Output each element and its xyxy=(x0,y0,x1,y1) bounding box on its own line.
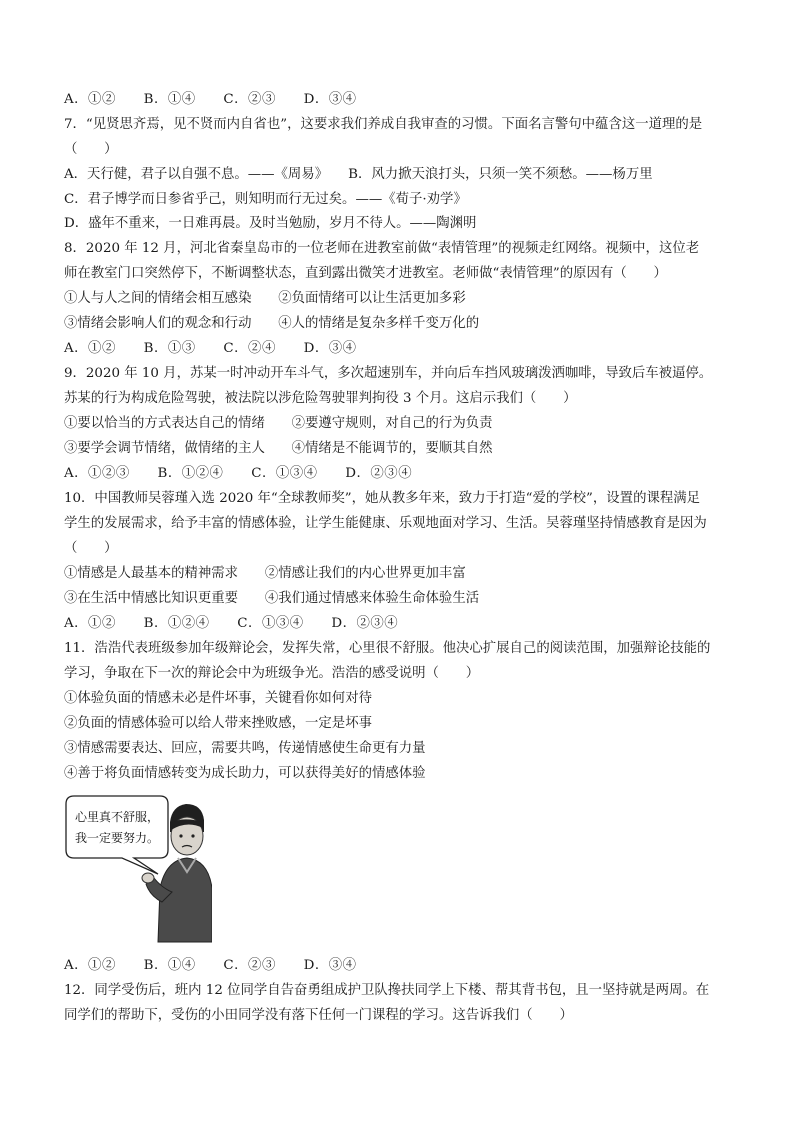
q11-statement-2: ②负面的情感体验可以给人带来挫败感，一定是坏事 xyxy=(64,716,372,731)
q9-statements-34: ③要学会调节情绪，做情绪的主人 ④情绪是不能调节的，要顺其自然 xyxy=(64,441,493,456)
q11-statement-1: ①体验负面的情感未必是件坏事，关键看你如何对待 xyxy=(64,691,372,706)
q9-stem-line1: 9．2020 年 10 月，苏某一时冲动开车斗气，多次超速别车，并向后车挡风玻璃泼洒咖啡，导致后车被逼停。 xyxy=(64,366,713,381)
speech-text-line1: 心里真不舒服， xyxy=(75,810,160,824)
q9-options: A．①②③ B．①②④ C．①③④ D．②③④ xyxy=(64,466,413,481)
q9-statements-12: ①要以恰当的方式表达自己的情绪 ②要遵守规则，对自己的行为负责 xyxy=(64,416,493,431)
q10-stem-line2: 学生的发展需求，给予丰富的情感体验，让学生能健康、乐观地面对学习、生活。吴蓉瑾坚持情感教育是因为 xyxy=(64,516,707,531)
q11-illustration xyxy=(62,792,212,944)
q10-stem-line1: 10．中国教师吴蓉瑾入选 2020 年“全球教师奖”，她从教多年来，致力于打造“爱的学校”，设置的课程满足 xyxy=(64,491,701,506)
q11-statement-4: ④善于将负面情感转变为成长助力，可以获得美好的情感体验 xyxy=(64,766,426,781)
q8-options: A．①② B．①③ C．②④ D．③④ xyxy=(64,341,357,356)
q11-options: A．①② B．①④ C．②③ D．③④ xyxy=(64,958,357,973)
q10-statements-34: ③在生活中情感比知识更重要 ④我们通过情感来体验生命体验生活 xyxy=(64,591,480,606)
q10-stem-line3: （ ） xyxy=(64,541,118,556)
q7-option-c: C．君子博学而日参省乎己，则知明而行无过矣。——《荀子·劝学》 xyxy=(64,192,467,207)
speech-text-line2: 我一定要努力。 xyxy=(75,831,160,845)
q8-stem-line2: 师在教室门口突然停下，不断调整状态，直到露出微笑才进教室。老师做“表情管理”的原因有（ ） xyxy=(64,266,667,281)
q8-statements-12: ①人与人之间的情绪会相互感染 ②负面情绪可以让生活更加多彩 xyxy=(64,291,466,306)
q7-stem-line2: （ ） xyxy=(64,142,118,157)
q10-options: A．①② B．①②④ C．①③④ D．②③④ xyxy=(64,616,399,631)
q12-stem-line1: 12．同学受伤后，班内 12 位同学自告奋勇组成护卫队搀扶同学上下楼、帮其背书包，且一坚持就是两周。在 xyxy=(64,983,710,998)
q8-stem-line1: 8．2020 年 12 月，河北省秦皇岛市的一位老师在进教室前做“表情管理”的视频走红网络。视频中，这位老 xyxy=(64,241,700,256)
q10-statements-12: ①情感是人最基本的精神需求 ②情感让我们的内心世界更加丰富 xyxy=(64,566,466,581)
q9-stem-line2: 苏某的行为构成危险驾驶，被法院以涉危险驾驶罪判拘役 3 个月。这启示我们（ ） xyxy=(64,391,577,406)
q8-statements-34: ③情绪会影响人们的观念和行动 ④人的情绪是复杂多样千变万化的 xyxy=(64,316,480,331)
q11-stem-line2: 学习，争取在下一次的辩论会中为班级争光。浩浩的感受说明（ ） xyxy=(64,666,480,681)
q12-stem-line2: 同学们的帮助下，受伤的小田同学没有落下任何一门课程的学习。这告诉我们（ ） xyxy=(64,1008,573,1023)
q11-stem-line1: 11．浩浩代表班级参加年级辩论会，发挥失常，心里很不舒服。他决心扩展自己的阅读范围，加强辩论技能的 xyxy=(64,641,711,656)
q7-option-ab: A．天行健，君子以自强不息。——《周易》 B．风力掀天浪打头，只须一笑不须愁。——杨万里 xyxy=(64,167,653,182)
q11-statement-3: ③情感需要表达、回应，需要共鸣，传递情感使生命更有力量 xyxy=(64,741,426,756)
q7-stem-line1: 7．“见贤思齐焉，见不贤而内自省也”，这要求我们养成自我审查的习惯。下面名言警句中蕴含这一道理的是 xyxy=(64,117,703,132)
q7-option-d: D．盛年不重来，一日难再晨。及时当勉励，岁月不待人。——陶渊明 xyxy=(64,216,477,231)
q6-options: A．①② B．①④ C．②③ D．③④ xyxy=(64,92,357,107)
